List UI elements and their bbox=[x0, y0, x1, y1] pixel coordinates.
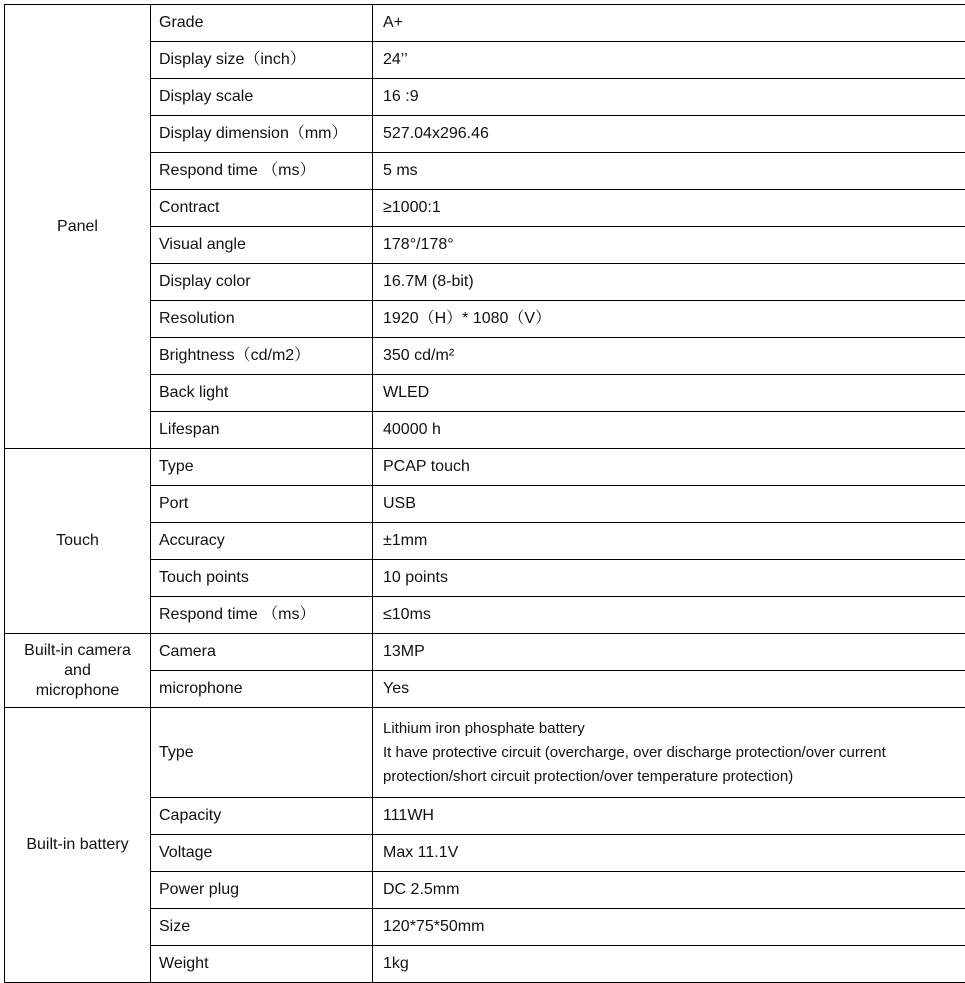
property-cell: Capacity bbox=[151, 798, 373, 835]
group-label-camera-microphone bbox=[5, 634, 151, 708]
value-cell: Max 11.1V bbox=[373, 835, 965, 872]
value-line: protection/short circuit protection/over temperature protection) bbox=[383, 767, 794, 785]
value-cell: 16 :9 bbox=[373, 79, 965, 116]
spec-table bbox=[4, 4, 965, 983]
group-label-touch: Touch bbox=[5, 449, 151, 634]
group-label-line: microphone bbox=[35, 681, 120, 699]
value-cell: 16.7M (8-bit) bbox=[373, 264, 965, 301]
property-cell: microphone bbox=[151, 671, 373, 708]
table-row bbox=[5, 634, 965, 671]
group-label-panel: Panel bbox=[5, 5, 151, 449]
property-cell: Back light bbox=[151, 375, 373, 412]
property-cell: Power plug bbox=[151, 872, 373, 909]
property-cell: Visual angle bbox=[151, 227, 373, 264]
value-cell: Yes bbox=[373, 671, 965, 708]
property-cell: Weight bbox=[151, 946, 373, 983]
value-cell bbox=[373, 708, 965, 798]
value-cell: 350 cd/m² bbox=[373, 338, 965, 375]
value-cell: DC 2.5mm bbox=[373, 872, 965, 909]
property-cell: Display color bbox=[151, 264, 373, 301]
value-cell: USB bbox=[373, 486, 965, 523]
property-cell: Camera bbox=[151, 634, 373, 671]
value-cell: 178°/178° bbox=[373, 227, 965, 264]
value-cell: 24’’ bbox=[373, 42, 965, 79]
value-cell: ≤10ms bbox=[373, 597, 965, 634]
group-label-battery: Built-in battery bbox=[5, 708, 151, 983]
property-cell: Touch points bbox=[151, 560, 373, 597]
property-cell: Grade bbox=[151, 5, 373, 42]
value-cell: 13MP bbox=[373, 634, 965, 671]
value-cell: PCAP touch bbox=[373, 449, 965, 486]
value-cell: 527.04x296.46 bbox=[373, 116, 965, 153]
property-cell: Brightness（cd/m2） bbox=[151, 338, 373, 375]
table-row bbox=[5, 5, 965, 42]
group-label-line: Built-in camera bbox=[24, 641, 131, 659]
property-cell: Type bbox=[151, 449, 373, 486]
property-cell: Resolution bbox=[151, 301, 373, 338]
value-cell: 111WH bbox=[373, 798, 965, 835]
property-cell: Lifespan bbox=[151, 412, 373, 449]
property-cell: Display size（inch） bbox=[151, 42, 373, 79]
table-row bbox=[5, 708, 965, 798]
value-cell: ≥1000:1 bbox=[373, 190, 965, 227]
value-cell: 120*75*50mm bbox=[373, 909, 965, 946]
value-cell: 5 ms bbox=[373, 153, 965, 190]
value-line: Lithium iron phosphate battery bbox=[383, 719, 585, 737]
property-cell: Accuracy bbox=[151, 523, 373, 560]
group-label-line: and bbox=[64, 661, 91, 679]
property-cell: Port bbox=[151, 486, 373, 523]
property-cell: Display scale bbox=[151, 79, 373, 116]
value-line: It have protective circuit (overcharge, over discharge protection/over current bbox=[383, 743, 886, 761]
value-cell: 1kg bbox=[373, 946, 965, 983]
property-cell: Size bbox=[151, 909, 373, 946]
value-cell: ±1mm bbox=[373, 523, 965, 560]
property-cell: Display dimension（mm） bbox=[151, 116, 373, 153]
value-cell: A+ bbox=[373, 5, 965, 42]
table-row bbox=[5, 449, 965, 486]
property-cell: Voltage bbox=[151, 835, 373, 872]
value-cell: 40000 h bbox=[373, 412, 965, 449]
property-cell: Respond time （ms） bbox=[151, 153, 373, 190]
property-cell: Type bbox=[151, 708, 373, 798]
property-cell: Contract bbox=[151, 190, 373, 227]
value-cell: 1920（H）* 1080（V） bbox=[373, 301, 965, 338]
value-cell: WLED bbox=[373, 375, 965, 412]
property-cell: Respond time （ms） bbox=[151, 597, 373, 634]
value-cell: 10 points bbox=[373, 560, 965, 597]
